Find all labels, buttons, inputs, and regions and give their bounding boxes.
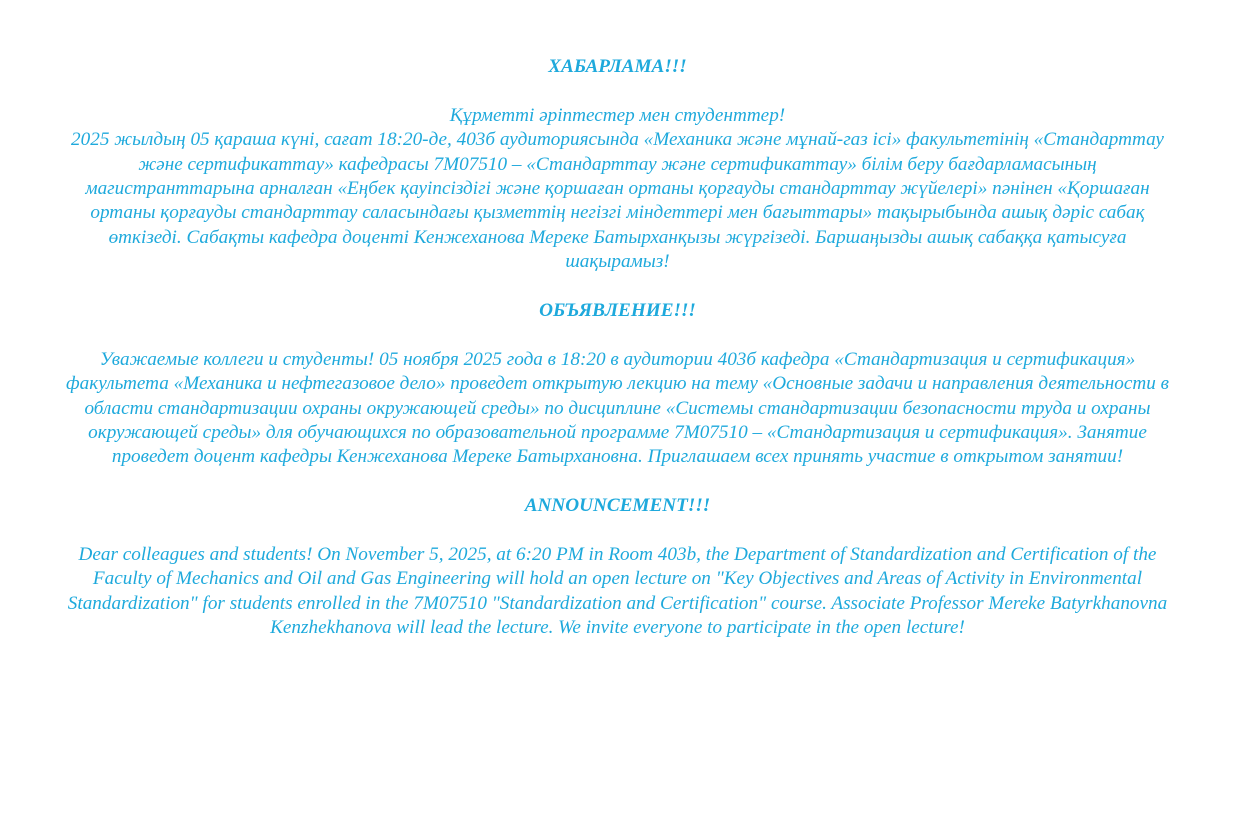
announcement-document [60, 55, 1175, 641]
kz-greeting: Құрметті әріптестер мен студенттер! [449, 104, 786, 126]
spacer [60, 323, 1175, 347]
spacer [60, 470, 1175, 494]
kz-body: 2025 жылдың 05 қараша күні, сағат 18:20-де, 403б аудиториясында «Механика және мұнай-газ ісі» факультетінің «Стандарттау және сертификаттау» кафедрасы 7М07510 – «Стандарттау және сертификаттау» білім беру бағдарламасының магистранттарына арналған «Еңбек қауіпсіздігі және қоршаған ортаны қорғауды стандарттау жүйелері» пәнінен «Қоршаған ортаны қорғауды стандарттау саласындағы қызметтің негізгі міндеттері мен бағыттары» тақырыбында ашық дәріс сабақ өткізеді. Сабақты кафедра доценті Кенжеханова Мереке Батырханқызы жүргізеді. Баршаңызды ашық сабаққа қатысуға шақырамыз! [71, 129, 1164, 273]
en-heading: ANNOUNCEMENT!!! [524, 495, 711, 517]
ru-body: Уважаемые коллеги и студенты! 05 ноября 2025 года в 18:20 в аудитории 403б кафедра «Стандартизация и сертификация» факультета «Механика и нефтегазовое дело» проведет открытую лекцию на тему «Основные задачи и направления деятельности в области стандартизации охраны окружающей среды» по дисциплине «Системы стандартизации безопасности труда и охраны окружающей среды» для обучающихся по образовательной программе 7М07510 – «Стандартизация и сертификация». Занятие проведет доцент кафедры Кенжеханова Мереке Батырхановна. Приглашаем всех принять участие в открытом занятии! [66, 348, 1169, 468]
en-body: Dear colleagues and students! On November 5, 2025, at 6:20 PM in Room 403b, the Department of Standardization and Certification of the Faculty of Mechanics and Oil and Gas Engineering will hold an open lecture on "Key Objectives and Areas of Activity in Environmental Standardization" for students enrolled in the 7M07510 "Standardization and Certification" course. Associate Professor Mereke Batyrkhanovna Kenzhekhanova will lead the lecture. We invite everyone to participate in the open lecture! [67, 544, 1168, 639]
spacer [60, 79, 1175, 103]
spacer [60, 275, 1175, 299]
kz-heading: ХАБАРЛАМА!!! [548, 56, 687, 77]
spacer [60, 519, 1175, 543]
ru-heading: ОБЪЯВЛЕНИЕ!!! [539, 300, 696, 322]
